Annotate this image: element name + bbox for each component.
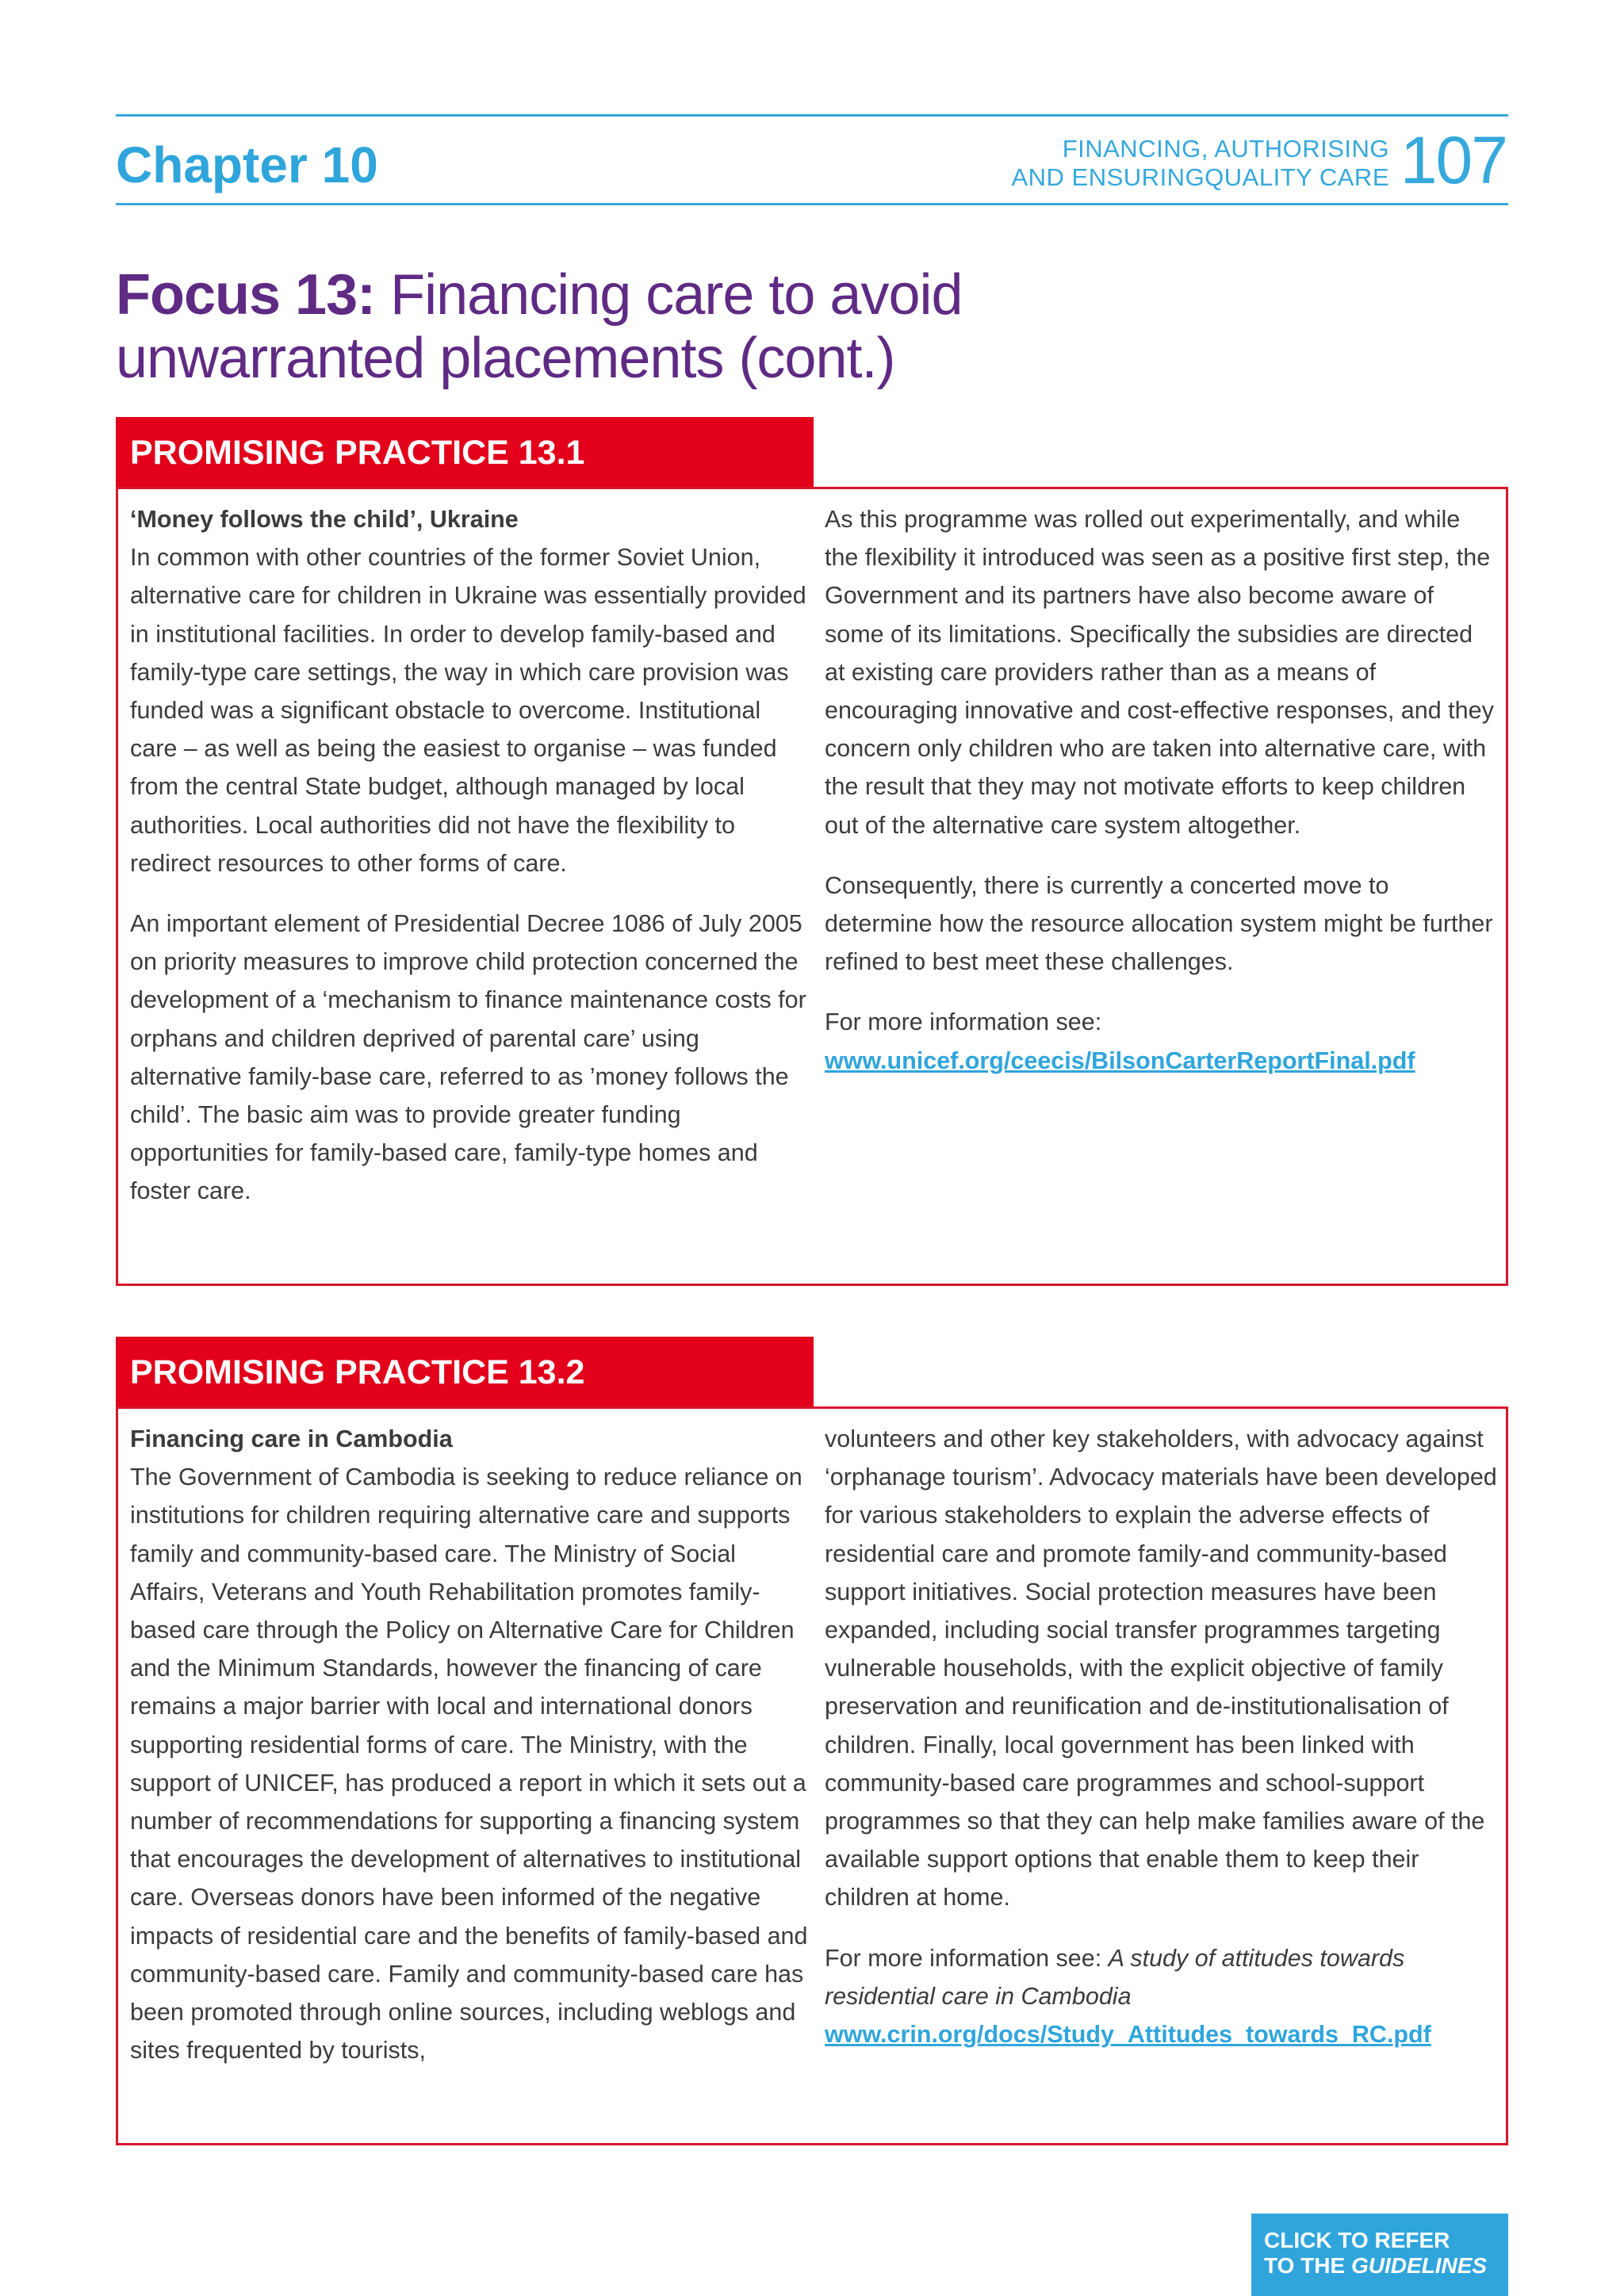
practice-13-2-header: PROMISING PRACTICE 13.2 — [116, 1337, 814, 1408]
study-title: A study of attitudes towards residential care in Cambodia — [825, 1944, 1405, 2010]
practice-13-1-paragraph: Consequently, there is currently a concerted move to determine how the resource allocation system might be further refined to best meet these challenges. — [825, 871, 1493, 976]
practice-13-1-more-info — [825, 1003, 1499, 1079]
practice-13-1-paragraph: As this programme was rolled out experimentally, and while the flexibility it introduced was seen as a positive first step, the Government and its partners have also become aware of some of its limitations. Specifically the subsidies are directed at existing care providers rather than as a means of encouraging innovative and cost-effective responses, and they concern only children who are taken into alternative care, with the result that they may not motivate efforts to keep children out of the alternative care system altogether. — [825, 506, 1494, 839]
crin-study-link[interactable]: www.crin.org/docs/Study_Attitudes_towards_RC.pdf — [825, 2021, 1431, 2049]
practice-13-2-right-column — [825, 1420, 1499, 2076]
practice-13-1-paragraph: In common with other countries of the former Soviet Union, alternative care for children in Ukraine was essentially provided in institutional facilities. In order to develop family-based and family-type care settings, the way in which care provision was funded was a significant obstacle to overcome. Institutional care – as well as being the easiest to organise – was funded from the central State budget, although managed by local authorities. Local authorities did not have the flexibility to redirect resources to other forms of care. — [130, 544, 806, 877]
practice-13-2-box — [116, 1406, 1508, 2145]
practice-13-1-subtitle: ‘Money follows the child’, Ukraine — [130, 506, 519, 533]
refer-line-2-emphasis: GUIDELINES — [1350, 2253, 1488, 2278]
chapter-title: Chapter 10 — [116, 136, 378, 193]
practice-13-1-paragraph: An important element of Presidential Decree 1086 of July 2005 on priority measures to improve child protection concerned the development of a ‘mechanism to finance maintenance costs for orphans and children deprived of parental care’ using alternative family-base care, referred to as ’money follows the child’. The basic aim was to provide greater funding opportunities for family-based care, family-type homes and foster care. — [130, 910, 806, 1205]
refer-line-2 — [1264, 2253, 1508, 2279]
section-title — [1011, 135, 1389, 192]
practice-13-2-more-info — [825, 1939, 1499, 2054]
header-bottom-rule — [116, 203, 1508, 205]
practice-13-1-right-column — [825, 500, 1499, 1102]
page-number: 107 — [1400, 123, 1507, 197]
focus-label: Focus 13: — [116, 263, 376, 327]
practice-13-2-subtitle: Financing care in Cambodia — [130, 1425, 453, 1452]
practice-13-1-header: PROMISING PRACTICE 13.1 — [116, 417, 814, 488]
more-info-label: For more information see: — [825, 1008, 1102, 1036]
more-info-label: For more information see: — [825, 1944, 1109, 1972]
practice-13-1-left-column — [130, 500, 812, 1233]
practice-13-2-left-column — [130, 1420, 812, 2091]
refer-line-2-prefix: TO THE — [1264, 2253, 1351, 2278]
section-title-line-1: FINANCING, AUTHORISING — [1062, 135, 1389, 163]
header-top-rule — [116, 114, 1508, 117]
refer-line-1: CLICK TO REFER — [1264, 2228, 1450, 2252]
practice-13-2-paragraph: The Government of Cambodia is seeking to reduce reliance on institutions for children requiring alternative care and supports family and community-based care. The Ministry of Social Affairs, Veterans and Youth Rehabilitation promotes family-based care through the Policy on Alternative Care for Children and the Minimum Standards, however the financing of care remains a major barrier with local and international donors supporting residential forms of care. The Ministry, with the support of UNICEF, has produced a report in which it sets out a number of recommendations for supporting a financing system that encourages the development of alternatives to institutional care. Overseas donors have been informed of the negative impacts of residential care and the benefits of family-based and community-based care. Family and community-based care has been promoted through online sources, including weblogs and sites frequented by tourists, — [130, 1464, 808, 2064]
focus-title: Financing care to avoid unwarranted placements (cont.) — [116, 263, 963, 390]
practice-13-2-paragraph: volunteers and other key stakeholders, with advocacy against ‘orphanage tourism’. Advocacy materials have been developed for various stakeholders to explain the adverse effects of residential care and promote family-and community-based support initiatives. Social protection measures have been expanded, including social transfer programmes targeting vulnerable households, with the explicit objective of family preservation and reunification and de-institutionalisation of children. Finally, local government has been linked with community-based care programmes and school-support programmes so that they can help make families aware of the available support options that enable them to keep their children at home. — [825, 1425, 1497, 1911]
focus-heading — [116, 263, 1147, 390]
refer-to-guidelines-button[interactable] — [1251, 2214, 1508, 2296]
unicef-report-link[interactable]: www.unicef.org/ceecis/BilsonCarterReportFinal.pdf — [825, 1047, 1415, 1074]
section-title-line-2: AND ENSURINGQUALITY CARE — [1011, 163, 1389, 191]
practice-13-1-box — [116, 487, 1508, 1286]
